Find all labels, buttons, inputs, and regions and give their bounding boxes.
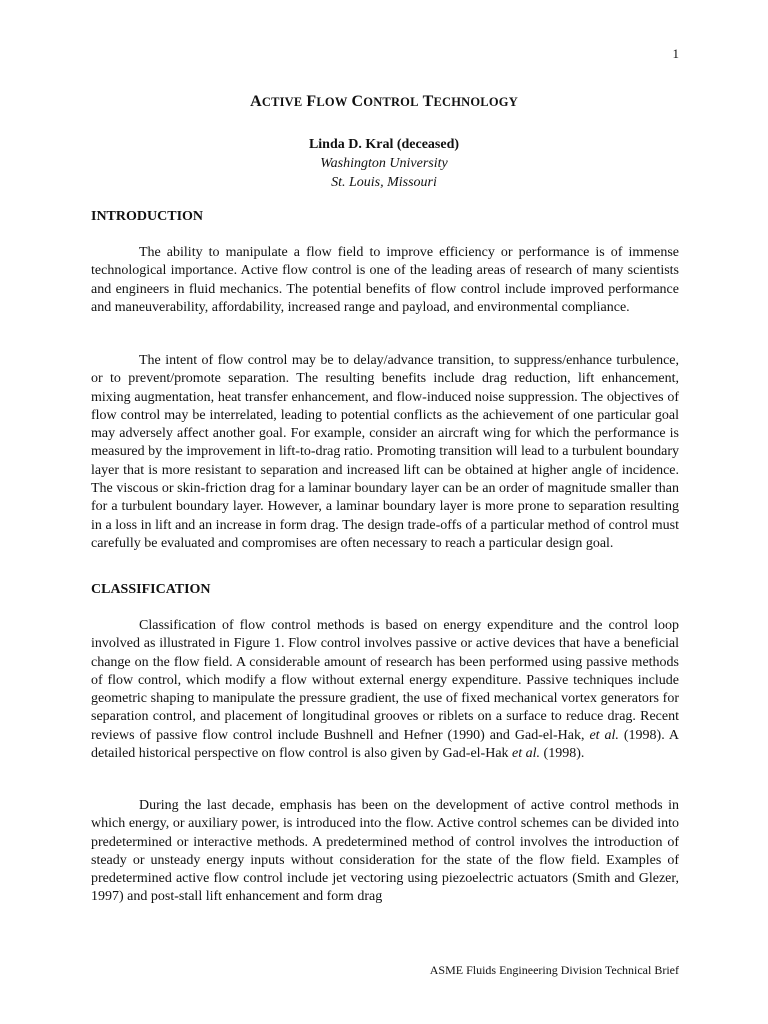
title-word-4-initial: T: [422, 93, 434, 110]
section-heading-introduction: INTRODUCTION: [91, 209, 204, 224]
title-word-4-rest: ECHNOLOGY: [433, 95, 518, 109]
title-word-1-rest: CTIVE: [261, 95, 303, 109]
page-number: 1: [672, 46, 679, 61]
classification-paragraph-1-part-c: (1998).: [540, 746, 585, 762]
introduction-paragraph-2: The intent of flow control may be to delay/advance transition, to suppress/enhance turbulence, or to prevent/promote separation. The resulting benefits include drag reduction, lift enhancement, mixing augmentation, heat transfer enhancement, and flow-induced noise suppression. The objectives of flow control may be interrelated, leading to potential conflicts as the achievement of one particular goal may adversely affect another goal. For example, consider an aircraft wing for which the performance is measured by the improvement in lift-to-drag ratio. Promoting transition will lead to a turbulent boundary layer that is more resistant to separation and increased lift can be obtained at higher angle of incidence. The viscous or skin-friction drag for a laminar boundary layer can be an order of magnitude smaller than for a turbulent boundary layer. However, a laminar boundary layer is more prone to separation resulting in a loss in lift and an increase in form drag. The design trade-offs of a particular method of control must carefully be evaluated and compromises are often necessary to reach a particular design goal.: [91, 353, 679, 551]
page-footer: ASME Fluids Engineering Division Technical Brief: [429, 963, 679, 977]
title-word-1-initial: A: [250, 93, 262, 110]
title-word-2-initial: F: [306, 93, 317, 110]
title-word-3-rest: ONTROL: [363, 95, 419, 109]
classification-paragraph-2: During the last decade, emphasis has been on the development of active control methods in which energy, or auxiliary power, is introduced into the flow. Active control schemes can be divided into predetermined or interactive methods. A predetermined method of control involves the introduction of steady or unsteady energy inputs without consideration for the state of the flow field. Examples of predetermined active flow control include jet vectoring using piezoelectric actuators (Smith and Glezer, 1997) and post-stall lift enhancement and form drag: [91, 798, 679, 905]
section-heading-classification: CLASSIFICATION: [91, 582, 211, 597]
author-affiliation: Washington University: [320, 156, 448, 171]
author-block: [0, 135, 768, 192]
classification-paragraph-1: [91, 617, 679, 763]
classification-paragraph-1-part-a: Classification of flow control methods is based on energy expenditure and the control loop involved as illustrated in Figure 1. Flow control involves passive or active devices that have a beneficial change on the flow field. A considerable amount of research has been performed using passive methods of flow control, which modify a flow without external energy expenditure. Passive techniques include geometric shaping to manipulate the pressure gradient, the use of fixed mechanical vortex generators for separation control, and placement of longitudinal grooves or riblets on a surface to reduce drag. Recent reviews of passive flow control include Bushnell and Hefner (1990) and Gad-el-Hak,: [91, 618, 679, 743]
citation-et-al-1: et al.: [589, 727, 619, 743]
title-word-3-initial: C: [351, 93, 364, 110]
introduction-paragraph-1: The ability to manipulate a flow field to improve efficiency or performance is of immense technological importance. Active flow control is one of the leading areas of research of many scientists and engineers in fluid mechanics. The potential benefits of flow control include improved performance and maneuverability, affordability, increased range and payload, and environmental compliance.: [91, 245, 679, 315]
citation-et-al-2: et al.: [512, 746, 541, 762]
author-location: St. Louis, Missouri: [331, 175, 437, 190]
author-name: Linda D. Kral (deceased): [308, 137, 460, 152]
classification-paragraph-1-part-b: (1998). A detailed historical perspective on flow control is also given by Gad-el-Hak: [91, 727, 679, 762]
title-word-2-rest: LOW: [316, 95, 348, 109]
page-title: [0, 93, 768, 111]
